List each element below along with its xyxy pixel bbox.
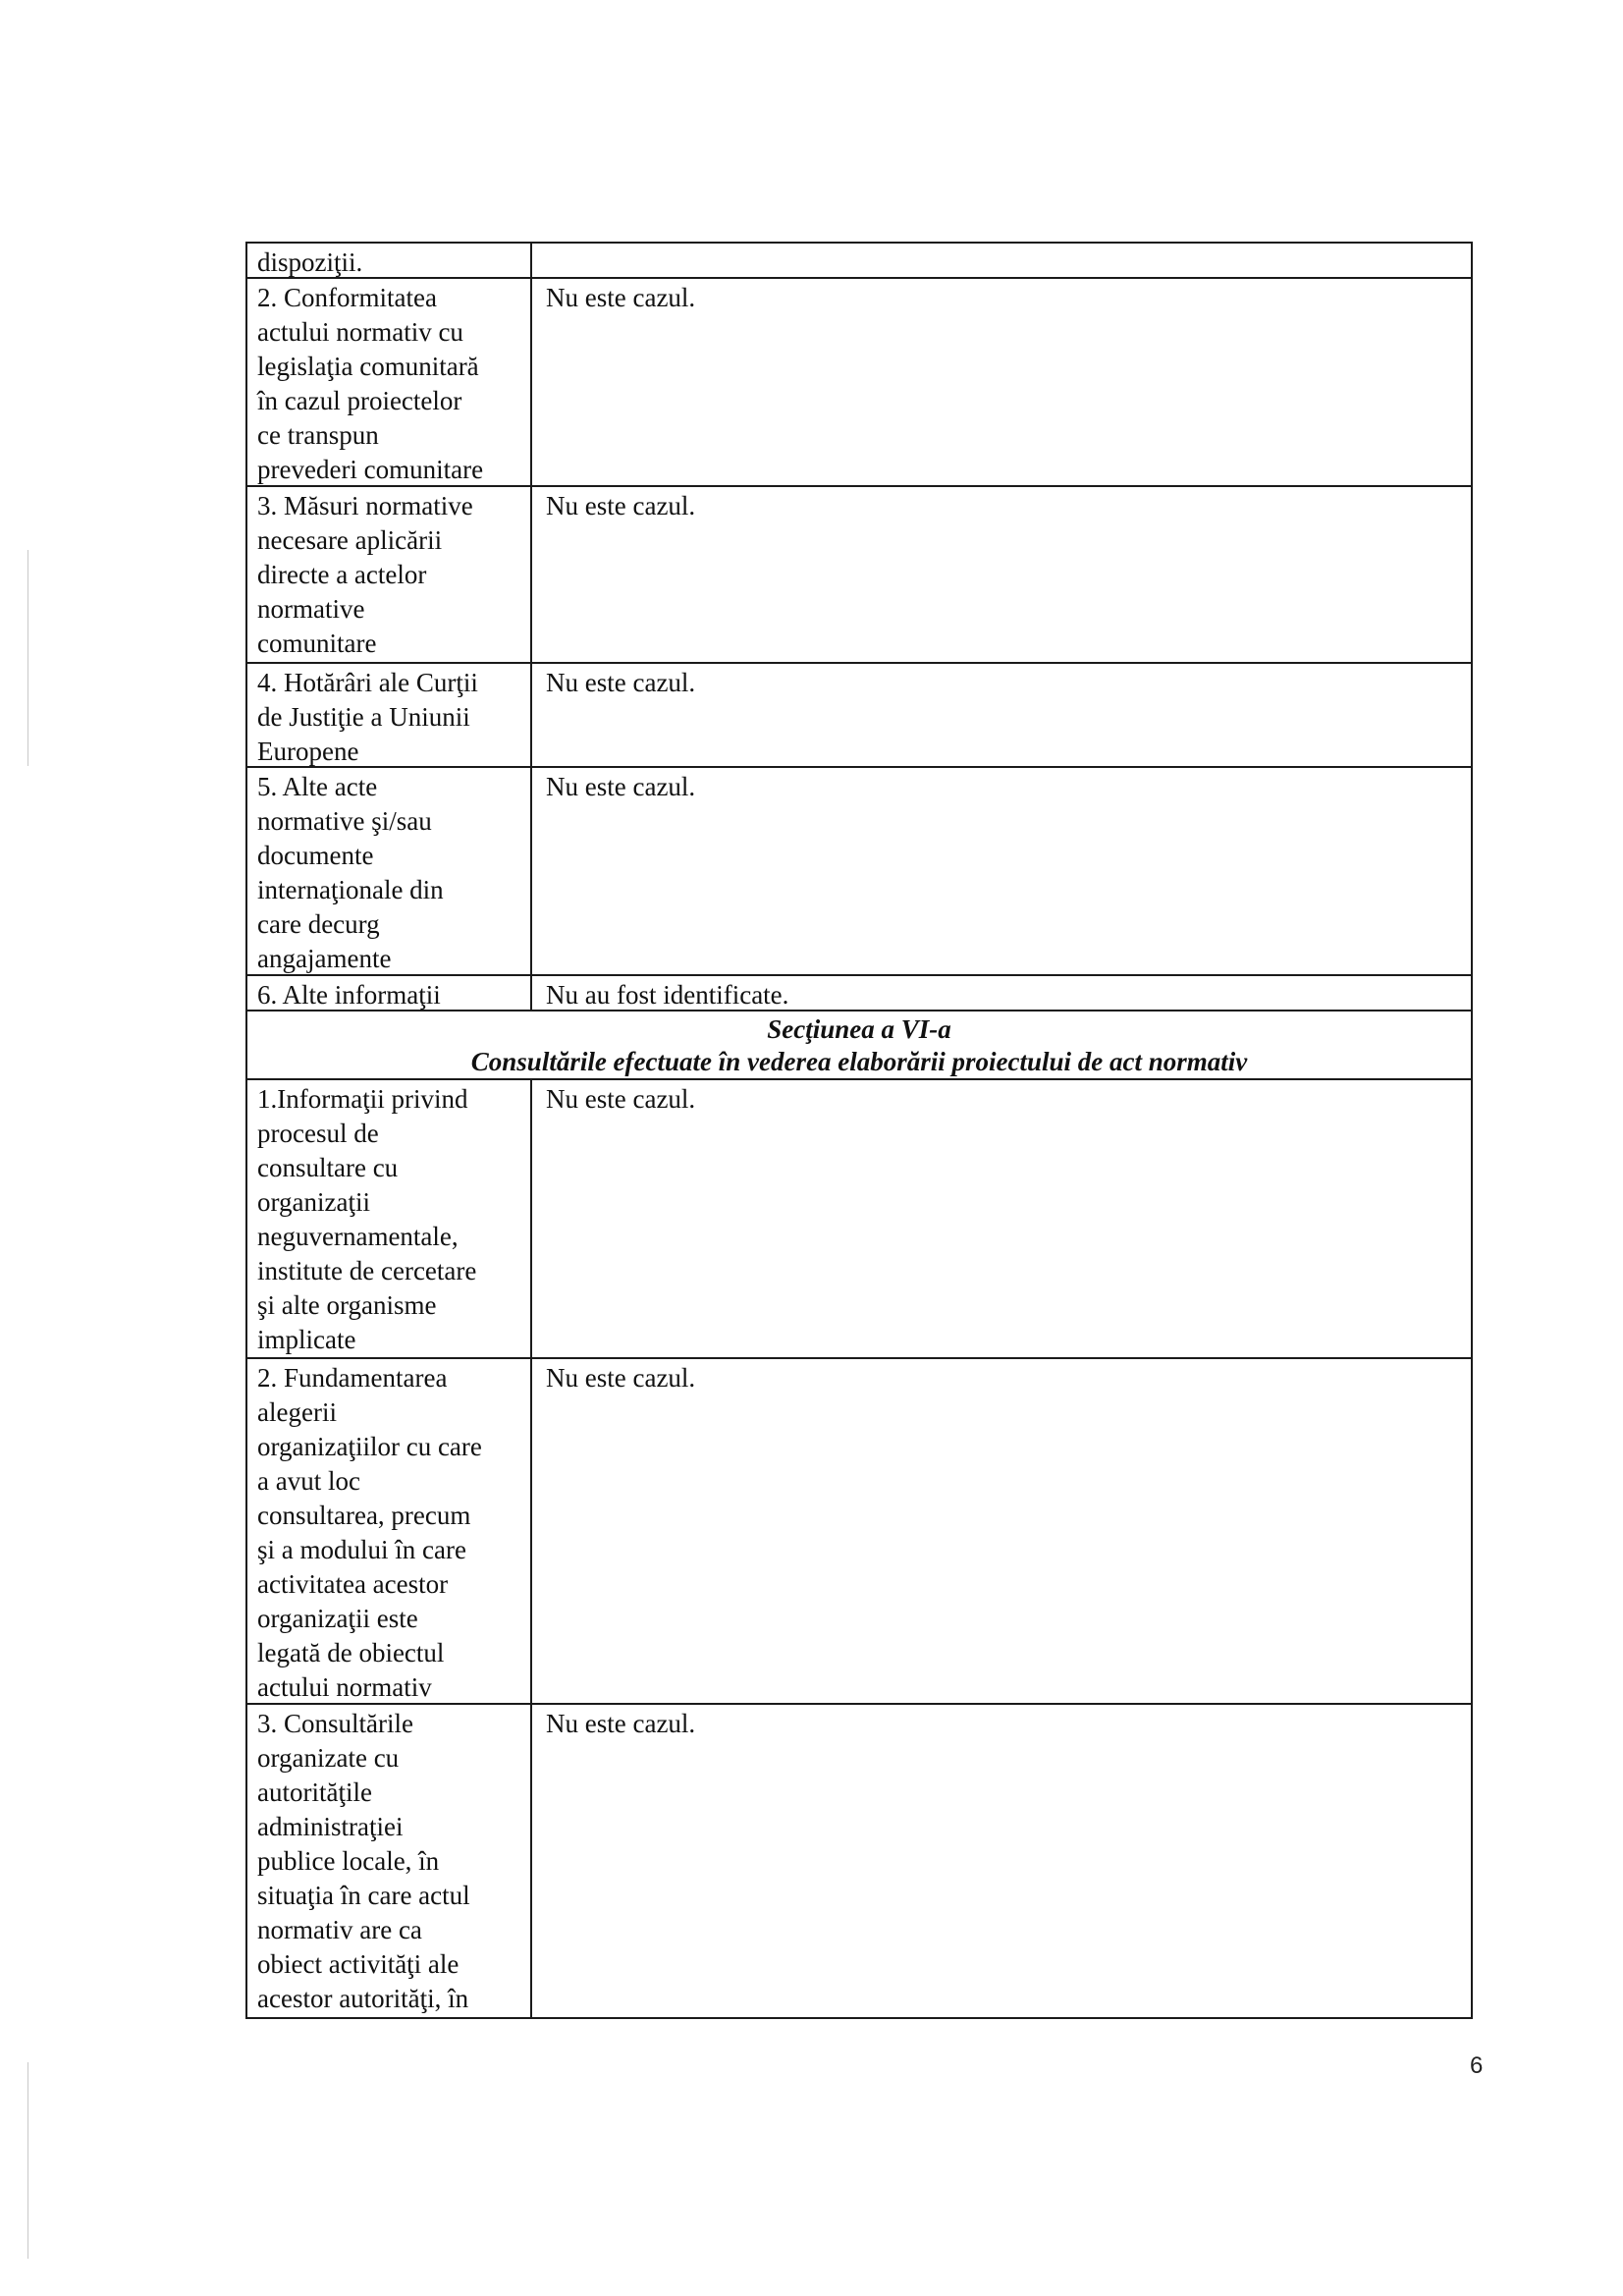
row-value: Nu este cazul. xyxy=(546,1709,696,1738)
row-value: Nu au fost identificate. xyxy=(546,980,789,1010)
table-row xyxy=(245,1705,1473,2019)
row-label: 5. Alte acte normative şi/sau documente internaţionale din care decurg angajamente xyxy=(247,768,532,974)
scan-artifact xyxy=(27,2062,28,2259)
table-row xyxy=(245,242,1473,279)
row-value: Nu este cazul. xyxy=(546,772,696,801)
section-header xyxy=(245,1011,1473,1080)
table-row xyxy=(245,768,1473,976)
row-value xyxy=(532,244,1471,277)
table-row xyxy=(245,664,1473,768)
section-heading: Secţiunea a VI-a xyxy=(767,1014,951,1044)
table-row xyxy=(245,279,1473,487)
row-label: 3. Măsuri normative necesare aplicării directe a actelor normative comunitare xyxy=(247,487,532,662)
row-label: 2. Conformitatea actului normativ cu legislaţia comunitară în cazul proiectelor ce transpun prevederi comunitare xyxy=(247,279,532,485)
row-value: Nu este cazul. xyxy=(546,668,696,697)
table-row xyxy=(245,1359,1473,1705)
row-label: 4. Hotărâri ale Curţii de Justiţie a Uniunii Europene xyxy=(247,664,532,766)
row-value: Nu este cazul. xyxy=(546,1084,696,1114)
row-label: 2. Fundamentarea alegerii organizaţiilor cu care a avut loc consultarea, precum şi a modului în care activitatea acestor organizaţii este legată de obiectul actului normativ xyxy=(247,1359,532,1703)
row-value: Nu este cazul. xyxy=(546,491,696,520)
scan-artifact xyxy=(27,550,28,766)
row-value: Nu este cazul. xyxy=(546,283,696,312)
row-label: 1.Informaţii privind procesul de consultare cu organizaţii neguvernamentale, institute de cercetare şi alte organisme implicate xyxy=(247,1080,532,1357)
document-table xyxy=(245,242,1473,2019)
row-label: 6. Alte informaţii xyxy=(247,976,532,1010)
table-row xyxy=(245,976,1473,1011)
row-label: dispoziţii. xyxy=(247,244,532,277)
page-number: 6 xyxy=(1470,2052,1484,2079)
section-subheading: Consultările efectuate în vederea elaborării proiectului de act normativ xyxy=(470,1047,1248,1076)
table-row xyxy=(245,1080,1473,1359)
row-value: Nu este cazul. xyxy=(546,1363,696,1393)
table-row xyxy=(245,487,1473,664)
row-label: 3. Consultările organizate cu autorităţile administraţiei publice locale, în situaţia în care actul normativ are ca obiect activităţi ale acestor autorităţi, în xyxy=(247,1705,532,2017)
